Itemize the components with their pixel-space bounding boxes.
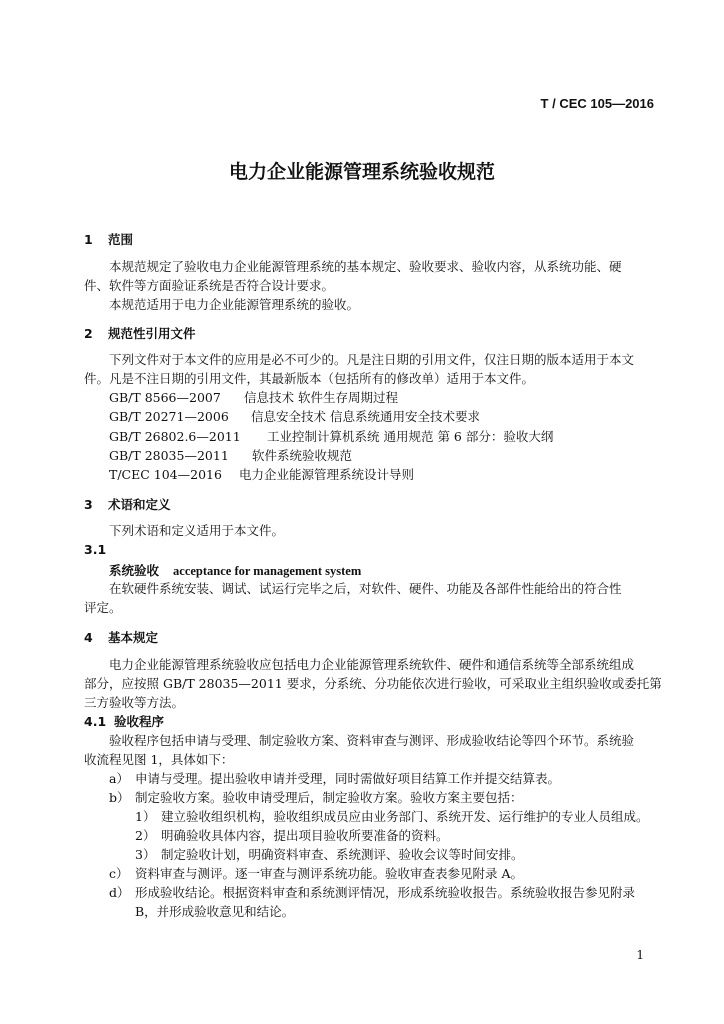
list-item-text: 形成验收结论。根据资料审查和系统测评情况，形成系统验收报告。系统验收报告参见附录 [135,885,636,900]
reference-name: 信息安全技术 信息系统通用安全技术要求 [251,409,480,424]
sub-list-item [135,807,649,825]
paragraph-line: 验收程序包括申请与受理、制定验收方案、资料审查与测评、形成验收结论等四个环节。系统验 [109,733,635,748]
list-item-text: 制定验收方案。验收申请受理后，制定验收方案。验收方案主要包括： [135,790,523,805]
list-item [109,864,523,882]
subsection-title: 验收程序 [114,714,165,729]
paragraph-line: 部分，应按照 GB/T 28035—2011 要求，分系统、分功能依次进行验收，可采取业主组织验收或委托第 [84,676,662,691]
list-marker: d） [109,885,130,900]
section-title: 基本规定 [108,630,159,645]
list-marker: c） [109,866,129,881]
section-number: 2 [84,326,93,341]
paragraph-line: 下列文件对于本文件的应用是必不可少的。凡是注日期的引用文件，仅注日期的版本适用于本文 [109,352,635,367]
section-2-heading [84,324,196,342]
list-item-text: 申请与受理。提出验收申请并受理，同时需做好项目结算工作并提交结算表。 [135,771,561,786]
list-marker: a） [109,771,129,786]
page-number: 1 [636,948,644,962]
list-marker: b） [109,790,130,805]
section-title: 范围 [108,232,134,247]
reference-code: GB/T 26802.6—2011 [109,429,241,444]
section-3-heading [84,495,171,513]
reference-name: 工业控制计算机系统 通用规范 第 6 部分：验收大纲 [267,429,554,444]
reference-item [109,388,398,406]
list-item [109,769,560,787]
reference-name: 电力企业能源管理系统设计导则 [239,467,415,482]
sub-list-item [135,845,524,863]
paragraph-line: 三方验收等方法。 [84,695,185,710]
paragraph-line: 件。凡是不注日期的引用文件，其最新版本（包括所有的修改单）适用于本文件。 [84,371,535,386]
list-marker: 2） [135,828,156,843]
document-code: T / CEC 105—2016 [540,96,654,111]
section-number: 3 [84,497,93,512]
reference-name: 软件系统验收规范 [252,448,353,463]
section-number: 4 [84,630,93,645]
reference-item [109,427,553,445]
paragraph-line: 电力企业能源管理系统验收应包括电力企业能源管理系统软件、硬件和通信系统等全部系统组成 [109,657,635,672]
reference-code: GB/T 28035—2011 [109,448,229,463]
list-item [109,788,523,806]
sub-list-item [135,826,449,844]
paragraph-line: 本规范适用于电力企业能源管理系统的验收。 [109,297,360,312]
reference-code: GB/T 8566—2007 [109,390,221,405]
section-number: 1 [84,232,93,247]
section-4-heading [84,628,158,646]
list-item-continuation: B，并形成验收意见和结论。 [135,904,295,919]
paragraph-line: 本规范规定了验收电力企业能源管理系统的基本规定、验收要求、验收内容，从系统功能、硬 [109,259,622,274]
paragraph-line: 评定。 [84,600,122,615]
list-item-text: 建立验收组织机构，验收组织成员应由业务部门、系统开发、运行维护的专业人员组成。 [161,809,649,824]
list-marker: 1） [135,809,156,824]
subsection-number: 3.1 [84,542,107,557]
reference-item [109,407,480,425]
paragraph-line: 在软硬件系统安装、调试、试运行完毕之后，对软件、硬件、功能及各部件性能给出的符合性 [109,581,622,596]
reference-code: GB/T 20271—2006 [109,409,229,424]
paragraph-line: 收流程见图 1，具体如下： [84,752,234,767]
list-item-text: 明确验收具体内容，提出项目验收所要准备的资料。 [161,828,449,843]
reference-item [109,465,414,483]
subsection-4-1-heading [84,712,164,730]
reference-item [109,446,352,464]
page-title: 电力企业能源管理系统验收规范 [228,161,495,183]
section-1-heading [84,230,133,248]
list-item [109,883,635,901]
list-marker: 3） [135,847,156,862]
reference-name: 信息技术 软件生存周期过程 [244,390,398,405]
subsection-number: 4.1 [84,714,107,729]
list-item-text: 资料审查与测评。逐一审查与测评系统功能。验收审查表参见附录 A。 [135,866,524,881]
paragraph-line: 件、软件等方面验证系统是否符合设计要求。 [84,278,335,293]
term-entry [109,561,361,579]
reference-code: T/CEC 104—2016 [109,467,222,482]
section-title: 术语和定义 [108,497,171,512]
list-item-text: 制定验收计划，明确资料审查、系统测评、验收会议等时间安排。 [161,847,524,862]
term-chinese: 系统验收 [109,563,160,578]
paragraph-line: 下列术语和定义适用于本文件。 [109,523,285,538]
section-title: 规范性引用文件 [108,326,196,341]
term-english: acceptance for management system [173,564,362,578]
